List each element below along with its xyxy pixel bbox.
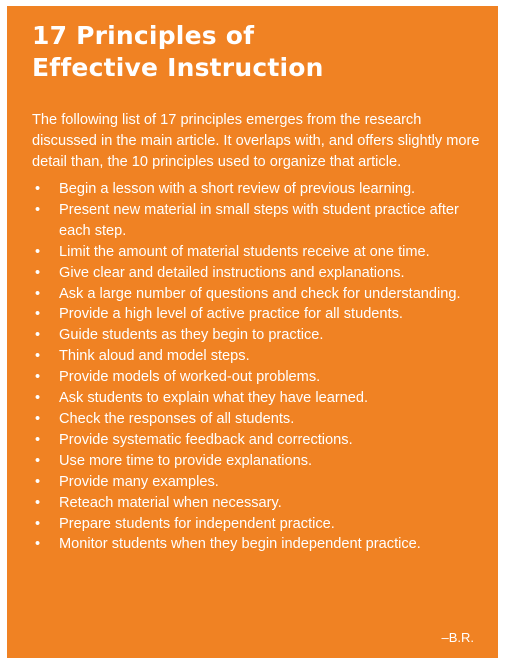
principle-text: Ask a large number of questions and check for understanding. xyxy=(59,285,461,302)
bullet-icon: • xyxy=(35,369,41,386)
principle-item xyxy=(32,367,480,388)
principle-text: Limit the amount of material students receive at one time. xyxy=(59,243,430,260)
principle-text: Begin a lesson with a short review of previous learning. xyxy=(59,181,416,197)
principle-text: Provide many examples. xyxy=(59,473,219,490)
principle-item xyxy=(32,200,480,242)
principle-item xyxy=(32,409,480,430)
sidebar-title xyxy=(32,20,480,84)
title-line-1: 17 Principles of xyxy=(32,21,255,50)
bullet-icon: • xyxy=(35,327,41,344)
bullet-icon: • xyxy=(35,348,41,365)
bullet-icon: • xyxy=(35,473,41,490)
principle-text: Guide students as they begin to practice. xyxy=(59,327,324,344)
principle-item xyxy=(32,514,480,535)
principle-item xyxy=(32,430,480,451)
bullet-icon: • xyxy=(35,452,41,469)
principle-text: Present new material in small steps with student practice after each step. xyxy=(59,201,459,239)
bullet-icon: • xyxy=(35,264,41,281)
principle-text: Provide models of worked-out problems. xyxy=(59,369,321,386)
bullet-icon: • xyxy=(35,181,41,197)
principle-item xyxy=(32,493,480,514)
principle-text: Think aloud and model steps. xyxy=(59,348,250,365)
title-line-2: Effective Instruction xyxy=(32,53,324,82)
intro-paragraph: The following list of 17 principles emerges from the research discussed in the main article. It overlaps with, and offers slightly more detail than, the 10 principles used to organize that article. xyxy=(32,112,480,170)
bullet-icon: • xyxy=(35,390,41,407)
bullet-icon: • xyxy=(35,285,41,302)
principle-text: Ask students to explain what they have learned. xyxy=(59,390,369,407)
principle-text: Provide systematic feedback and corrections. xyxy=(59,431,353,448)
principle-text: Reteach material when necessary. xyxy=(59,494,282,511)
principle-item xyxy=(32,534,480,555)
principle-item xyxy=(32,451,480,472)
bullet-icon: • xyxy=(35,243,41,260)
principle-item xyxy=(32,388,480,409)
principle-item xyxy=(32,346,480,367)
principle-item xyxy=(32,325,480,346)
principle-text: Use more time to provide explanations. xyxy=(59,452,313,469)
bullet-icon: • xyxy=(35,306,41,323)
principle-text: Monitor students when they begin independent practice. xyxy=(59,536,421,553)
principle-item xyxy=(32,304,480,325)
principle-text: Provide a high level of active practice for all students. xyxy=(59,306,403,323)
author-signature: –B.R. xyxy=(441,630,474,645)
bullet-icon: • xyxy=(35,201,41,218)
bullet-icon: • xyxy=(35,431,41,448)
principle-text: Prepare students for independent practice. xyxy=(59,515,335,532)
principle-item xyxy=(32,284,480,305)
principle-item xyxy=(32,472,480,493)
bullet-icon: • xyxy=(35,515,41,532)
principle-item xyxy=(32,179,480,200)
bullet-icon: • xyxy=(35,536,41,553)
bullet-icon: • xyxy=(35,494,41,511)
bullet-icon: • xyxy=(35,410,41,427)
principle-item xyxy=(32,263,480,284)
principle-item xyxy=(32,242,480,263)
principle-text: Check the responses of all students. xyxy=(59,410,295,427)
principles-list xyxy=(32,179,480,555)
principles-sidebar-box xyxy=(7,6,498,658)
principle-text: Give clear and detailed instructions and explanations. xyxy=(59,264,405,281)
